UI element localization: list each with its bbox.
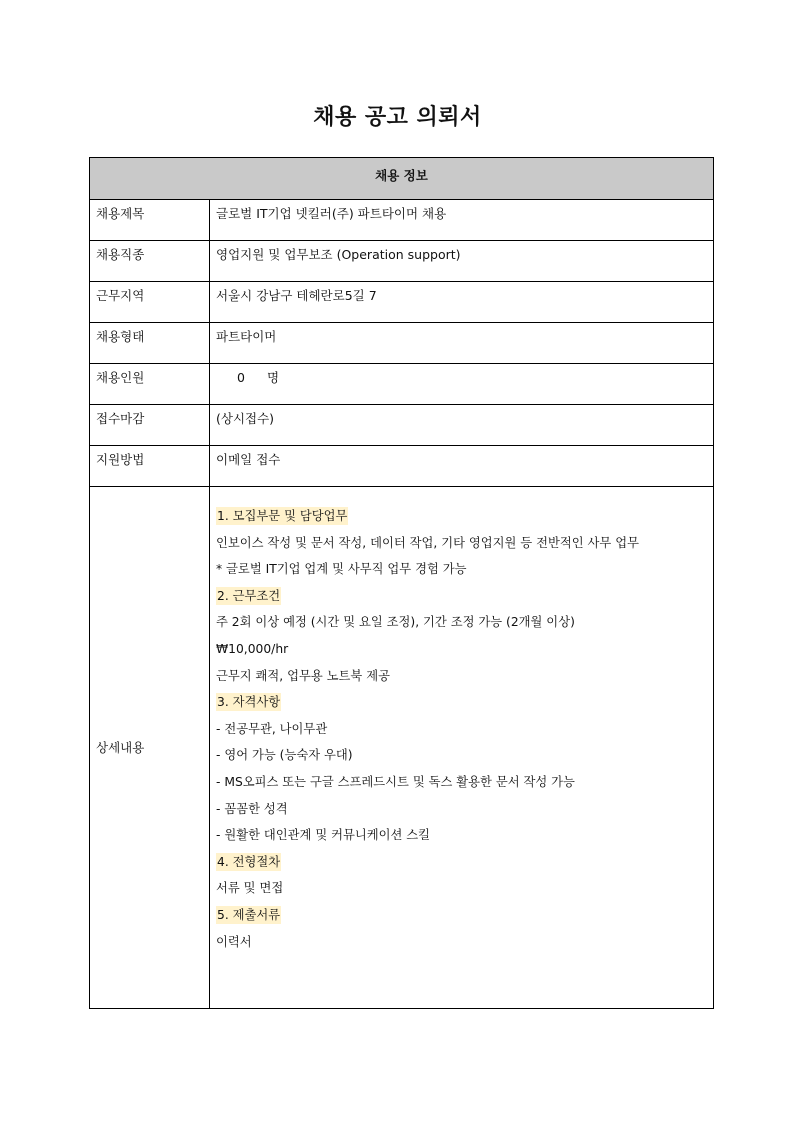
section-heading-text: 1. 모집부문 및 담당업무: [217, 509, 348, 523]
table-row-application-method: [90, 446, 714, 487]
detail-line: [216, 798, 707, 825]
row-label: 채용제목: [90, 200, 210, 241]
section-header: [90, 158, 714, 200]
detail-line: [216, 558, 707, 585]
detail-line: [216, 877, 707, 904]
table-row-details: [90, 487, 714, 1009]
headcount-unit: 명: [266, 370, 280, 385]
detail-line-text: - 전공무관, 나이무관: [216, 721, 328, 736]
row-label: 채용인원: [90, 364, 210, 405]
section-heading: [216, 904, 707, 931]
section-heading: [216, 851, 707, 878]
table-row-job-type: [90, 241, 714, 282]
detail-line-text: - 꼼꼼한 성격: [216, 801, 288, 816]
row-value: 이메일 접수: [210, 446, 714, 487]
document-title: 채용 공고 의뢰서: [313, 105, 482, 130]
detail-line-text: * 글로벌 IT기업 업계 및 사무직 업무 경험 가능: [216, 562, 467, 577]
detail-line-text: ₩10,000/hr: [216, 641, 289, 656]
detail-line: [216, 824, 707, 851]
detail-line-text: - 원활한 대인관계 및 커뮤니케이션 스킬: [216, 828, 431, 843]
detail-line-text: 근무지 쾌적, 업무용 노트북 제공: [216, 668, 390, 683]
section-heading-text: 5. 제출서류: [217, 907, 281, 922]
detail-line: [216, 638, 707, 665]
details-list: [210, 487, 713, 957]
table-row-location: [90, 282, 714, 323]
detail-line: [216, 532, 707, 559]
job-posting-table: [89, 157, 714, 1009]
detail-line-text: 이력서: [216, 934, 252, 949]
detail-line-text: - 영어 가능 (능숙자 우대): [216, 748, 353, 763]
row-label: 채용직종: [90, 241, 210, 282]
details-label: 상세내용: [90, 487, 210, 1009]
detail-line-text: - MS오피스 또는 구글 스프레드시트 및 독스 활용한 문서 작성 가능: [216, 774, 575, 789]
detail-line-text: 주 2회 이상 예정 (시간 및 요일 조정), 기간 조정 가능 (2개월 이상): [216, 615, 575, 630]
row-value: (상시접수): [210, 405, 714, 446]
table-row-employment-type: [90, 323, 714, 364]
detail-line: [216, 611, 707, 638]
table-row-title: [90, 200, 714, 241]
section-header-text: 채용 정보: [375, 168, 428, 183]
detail-line-text: 인보이스 작성 및 문서 작성, 데이터 작업, 기타 영업지원 등 전반적인 사무 업무: [216, 535, 639, 550]
row-value: 글로벌 IT기업 넷킬러(주) 파트타이머 채용: [210, 200, 714, 241]
detail-line: [216, 771, 707, 798]
detail-line-text: 서류 및 면접: [216, 881, 284, 896]
row-value: 서울시 강남구 테헤란로5길 7: [210, 282, 714, 323]
detail-line: [216, 931, 707, 958]
section-heading-text: 3. 자격사항: [217, 695, 281, 710]
section-header-row: [90, 158, 714, 200]
headcount-value: 0: [237, 370, 245, 385]
row-label: 채용형태: [90, 323, 210, 364]
row-value: 영업지원 및 업무보조 (Operation support): [210, 241, 714, 282]
section-heading: [216, 505, 707, 532]
row-label: 지원방법: [90, 446, 210, 487]
row-value: [210, 364, 714, 405]
row-value: 파트타이머: [210, 323, 714, 364]
section-heading-text: 4. 전형절차: [217, 854, 281, 869]
table-row-deadline: [90, 405, 714, 446]
section-heading: [216, 691, 707, 718]
detail-line: [216, 744, 707, 771]
row-label: 근무지역: [90, 282, 210, 323]
details-content: [210, 487, 714, 1009]
detail-line: [216, 665, 707, 692]
detail-line: [216, 718, 707, 745]
table-row-headcount: [90, 364, 714, 405]
section-heading: [216, 585, 707, 612]
section-heading-text: 2. 근무조건: [217, 588, 281, 603]
row-label: 접수마감: [90, 405, 210, 446]
